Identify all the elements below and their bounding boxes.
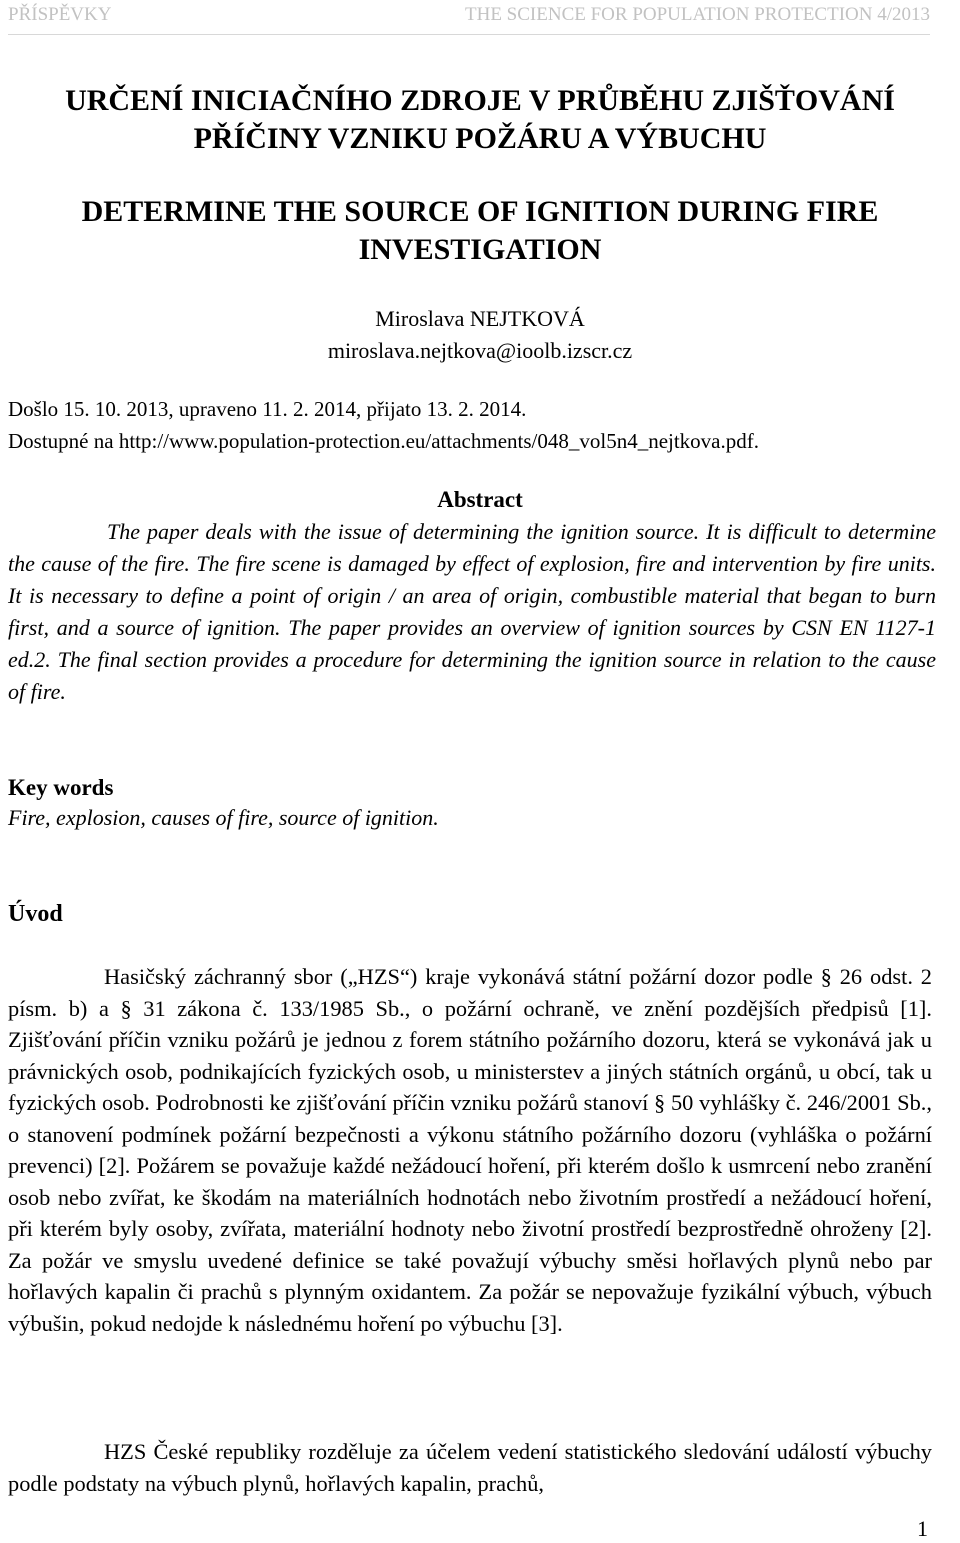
intro-paragraph-2: HZS České republiky rozděluje za účelem vedení statistického sledování událostí výbuchy podle podstaty na výbuch plynů, hořlavých kapalin, prachů,: [8, 1439, 932, 1496]
intro-heading: Úvod: [8, 901, 63, 927]
header-divider: [8, 34, 930, 35]
keywords-heading: Key words: [8, 775, 114, 800]
author-name: Miroslava NEJTKOVÁ: [375, 306, 585, 331]
title-english: DETERMINE THE SOURCE OF IGNITION DURING FIRE INVESTIGATION: [81, 195, 879, 266]
header-journal: THE SCIENCE FOR POPULATION PROTECTION 4/2013: [465, 4, 930, 25]
received-dates: Došlo 15. 10. 2013, upraveno 11. 2. 2014, přijato 13. 2. 2014.: [8, 397, 527, 421]
header-section: PŘÍSPĚVKY: [8, 4, 112, 25]
title-czech: URČENÍ INICIAČNÍHO ZDROJE V PRŮBĚHU ZJIŠŤOVÁNÍ PŘÍČINY VZNIKU POŽÁRU A VÝBUCHU: [65, 84, 895, 155]
abstract-text: The paper deals with the issue of determining the ignition source. It is difficult to determine the cause of the fire. The fire scene is damaged by effect of explosion, fire and intervention by fire units. It is necessary to define a point of origin / an area of origin, combustible material that began to burn first, and a source of ignition. The paper provides an overview of ignition sources by CSN EN 1127-1 ed.2. The final section provides a procedure for determining the ignition source in relation to the cause of fire.: [8, 519, 936, 704]
running-header: [8, 4, 930, 26]
availability-link[interactable]: Dostupné na http://www.population-protection.eu/attachments/048_vol5n4_nejtkova.pdf.: [8, 429, 759, 453]
author-email: miroslava.nejtkova@ioolb.izscr.cz: [327, 338, 633, 363]
page-number: 1: [917, 1516, 928, 1541]
intro-paragraph-1: Hasičský záchranný sbor („HZS“) kraje vykonává státní požární dozor podle § 26 odst. 2 písm. b) a § 31 zákona č. 133/1985 Sb., o požární ochraně, ve znění pozdějších předpisů [1]. Zjišťování příčin vzniku požárů je jednou z forem státního požárního dozoru, která se vykonává jak u právnických osob, podnikajících fyzických osob, u ministerstev a jiných státních orgánů, u obcí, tak u fyzických osob. Podrobnosti ke zjišťování příčin vzniku požárů stanoví § 50 vyhlášky č. 246/2001 Sb., o stanovení podmínek požární bezpečnosti a výkonu státního požárního dozoru (vyhláška o požární prevenci) [2]. Požárem se považuje každé nežádoucí hoření, při kterém došlo k usmrcení nebo zranění osob nebo zvířat, ke škodám na materiálních hodnotách nebo životním prostředí a nežádoucí hoření, při kterém byly osoby, zvířata, materiální hodnoty nebo životní prostředí bezprostředně ohroženy [2]. Za požár ve smyslu uvedené definice se také považují výbuchy směsi hořlavých plynů nebo par hořlavých kapalin či prachů s plynným oxidantem. Za požár se nepovažuje fyzikální výbuch, výbuch výbušin, pokud nedojde k následnému hoření po výbuchu [3].: [8, 964, 932, 1336]
keywords-text: Fire, explosion, causes of fire, source of ignition.: [8, 805, 439, 830]
abstract-heading: Abstract: [437, 487, 523, 512]
